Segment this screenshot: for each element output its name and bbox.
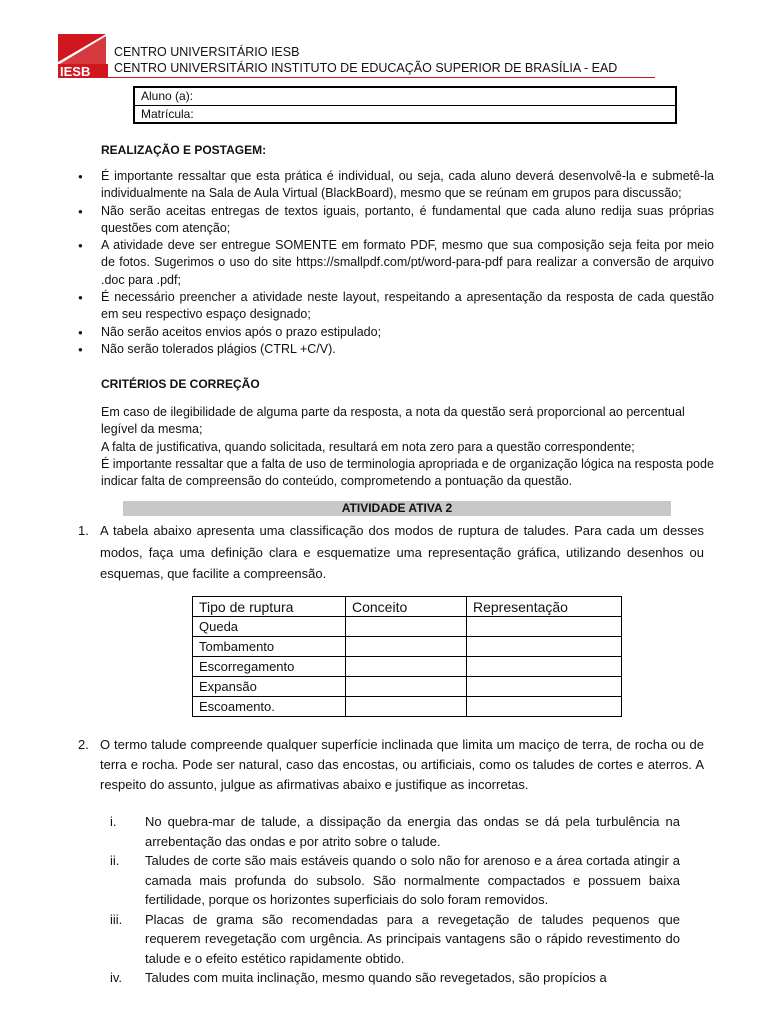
- rupture-type-cell: Tombamento: [193, 637, 346, 657]
- institution-full-name: CENTRO UNIVERSITÁRIO INSTITUTO DE EDUCAÇÃO SUPERIOR DE BRASÍLIA - EAD: [114, 61, 618, 75]
- activity-banner: ATIVIDADE ATIVA 2: [123, 501, 671, 516]
- submission-rules-title: REALIZAÇÃO E POSTAGEM:: [101, 143, 267, 157]
- table-row: [193, 657, 622, 677]
- statement-number: i.: [110, 814, 117, 829]
- criteria-paragraph: Em caso de ilegibilidade de alguma parte da resposta, a nota da questão será proporcional ao percentual legível da mesma;: [101, 405, 685, 437]
- concept-cell[interactable]: [346, 617, 467, 637]
- rupture-type-cell: Escoamento.: [193, 697, 346, 717]
- column-header: Conceito: [346, 597, 467, 617]
- statement-text: Taludes com muita inclinação, mesmo quando são revegetados, são propícios a: [145, 970, 607, 985]
- representation-cell[interactable]: [467, 617, 622, 637]
- statement-text: Placas de grama são recomendadas para a revegetação de taludes pequenos que requerem revegetação com urgência. As principais vantagens são o rápido revestimento do talude e o efeito estético rapidamente obtido.: [145, 911, 680, 966]
- rule-item: ● Não serão aceitos envios após o prazo estipulado;: [78, 324, 714, 341]
- header-divider: [108, 77, 655, 78]
- statement-number: iii.: [110, 911, 123, 927]
- table-row: [193, 697, 622, 717]
- representation-cell[interactable]: [467, 657, 622, 677]
- statement-text: Taludes de corte são mais estáveis quando o solo não for arenoso e a área cortada atingir a camada mais profunda do subsolo. São normalmente compactados e possuem baixa fertilidade, porque os horizontes superficiais do solo foram removidos.: [145, 853, 680, 907]
- question-text: O termo talude compreende qualquer superfície inclinada que limita um maciço de terra, de rocha ou de terra e rocha. Pode ser natural, caso das encostas, ou artificiais, como os taludes de cortes e aterros. A respeito do assunto, julgue as afirmativas abaixo e justifique as incorretas.: [100, 737, 704, 792]
- student-id-field[interactable]: Matrícula:: [135, 105, 675, 122]
- rupture-type-cell: Queda: [193, 617, 346, 637]
- logo-text: IESB: [60, 64, 91, 78]
- question-number: 1.: [78, 523, 89, 538]
- concept-cell[interactable]: [346, 657, 467, 677]
- table-row: [193, 637, 622, 657]
- statement-item: [110, 910, 680, 969]
- student-name-field[interactable]: Aluno (a):: [141, 89, 194, 103]
- rule-item: ● É necessário preencher a atividade neste layout, respeitando a apresentação da resposta de cada questão em seu respectivo espaço designado;: [78, 289, 714, 324]
- rupture-modes-table: [192, 596, 622, 717]
- statement-item: [110, 812, 680, 851]
- question-text: A tabela abaixo apresenta uma classificação dos modos de ruptura de taludes. Para cada um desses modos, faça uma definição clara e esquematize uma representação gráfica, utilizando desenhos ou esquemas, que facilite a compreensão.: [100, 523, 704, 581]
- concept-cell[interactable]: [346, 677, 467, 697]
- concept-cell[interactable]: [346, 637, 467, 657]
- statement-number: iv.: [110, 970, 123, 985]
- rule-item: ● Não serão tolerados plágios (CTRL +C/V).: [78, 341, 714, 358]
- iesb-logo-graphic: [58, 34, 108, 78]
- rule-item: ● Não serão aceitas entregas de textos iguais, portanto, é fundamental que cada aluno redija suas próprias questões com atenção;: [78, 203, 714, 238]
- table-header-row: [193, 597, 622, 617]
- statement-item: [110, 968, 680, 988]
- concept-cell[interactable]: [346, 697, 467, 717]
- column-header: Representação: [467, 597, 622, 617]
- statement-number: ii.: [110, 853, 120, 868]
- representation-cell[interactable]: [467, 637, 622, 657]
- rupture-type-cell: Expansão: [193, 677, 346, 697]
- table-row: [193, 617, 622, 637]
- rule-item: ● A atividade deve ser entregue SOMENTE em formato PDF, mesmo que sua composição seja feita por meio de fotos. Sugerimos o uso do site https://smallpdf.com/pt/word-para-pdf para realizar a conversão de arquivo .doc para .pdf;: [78, 237, 714, 289]
- iesb-logo: [58, 34, 108, 78]
- statement-item: [110, 851, 680, 910]
- representation-cell[interactable]: [467, 677, 622, 697]
- rupture-type-cell: Escorregamento: [193, 657, 346, 677]
- statements-list: [110, 812, 680, 988]
- question-2: [78, 735, 704, 795]
- question-number: 2.: [78, 737, 89, 752]
- rule-item: ● É importante ressaltar que esta prática é individual, ou seja, cada aluno deverá desenvolvê-la e submetê-la individualmente na Sala de Aula Virtual (BlackBoard), mesmo que se reúnam em grupos para discussão;: [78, 168, 714, 203]
- question-1: [78, 520, 704, 585]
- statement-text: No quebra-mar de talude, a dissipação da energia das ondas se dá pela turbulência na arrebentação das ondas e por atrito sobre o talude.: [145, 814, 680, 849]
- representation-cell[interactable]: [467, 697, 622, 717]
- student-info-box: [133, 86, 677, 124]
- grading-criteria-title: CRITÉRIOS DE CORREÇÃO: [101, 377, 260, 391]
- grading-criteria-text: [101, 404, 714, 490]
- table-row: [193, 677, 622, 697]
- submission-rules-list: [78, 168, 714, 358]
- institution-name: CENTRO UNIVERSITÁRIO IESB: [114, 45, 300, 59]
- column-header: Tipo de ruptura: [193, 597, 346, 617]
- criteria-paragraph: É importante ressaltar que a falta de uso de terminologia apropriada e de organização lógica na resposta pode indicar falta de compreensão do conteúdo, comprometendo a pontuação da questão.: [101, 456, 714, 489]
- criteria-paragraph: A falta de justificativa, quando solicitada, resultará em nota zero para a questão correspondente;: [101, 439, 635, 454]
